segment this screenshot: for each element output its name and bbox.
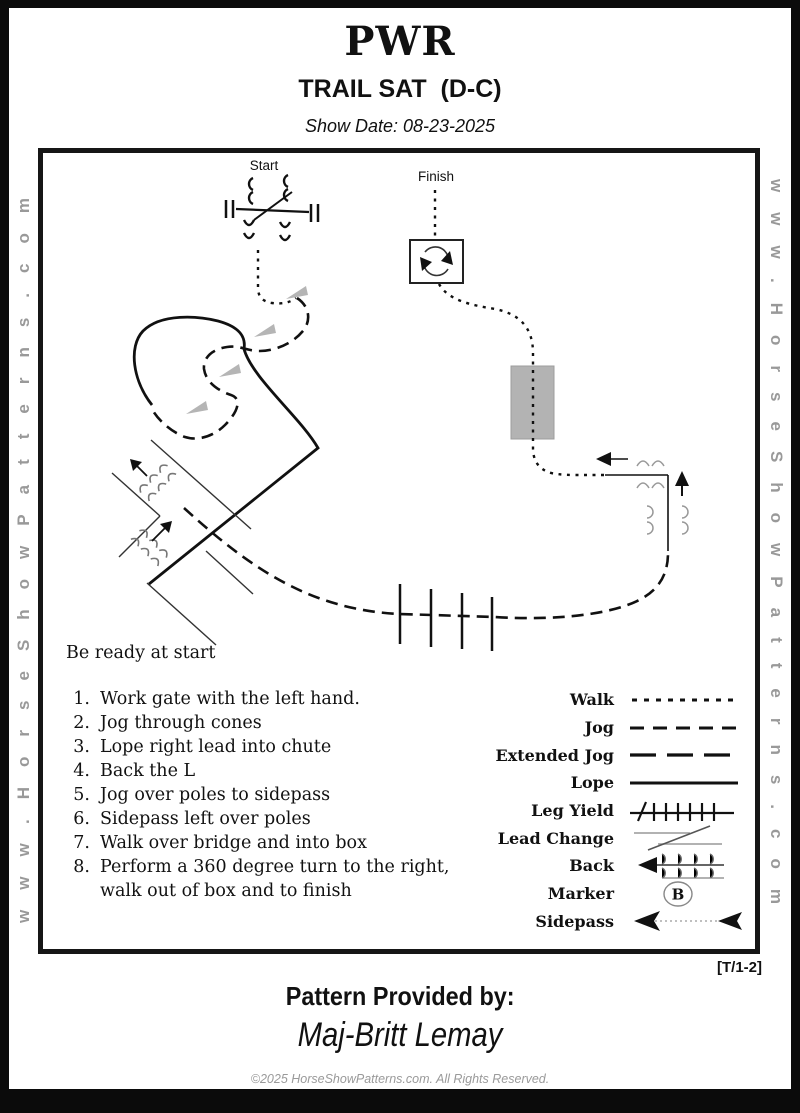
legend-label: Extended Jog [495,745,614,765]
legend-label: Back [569,856,614,876]
course-diagram [0,148,800,668]
instruction-item: Perform a 360 degree turn to the right, walk out of box and to finish [100,857,450,901]
legend-row-jog [462,714,758,742]
finish-label: Finish [417,169,455,184]
sidepass-up-arrow [675,471,689,496]
sidepass-arrow-line [626,908,746,934]
extended-jog-dashed-line [626,742,746,768]
gate-symbol [226,175,318,240]
start-label: Start [249,158,279,173]
frame-bottom-bar [0,1089,800,1113]
back-symbol-lower [131,521,172,566]
gait-legend [462,686,758,935]
legend-label: Lead Change [497,828,614,848]
jog-line-poles [184,508,668,618]
instruction-item: Walk over bridge and into box [100,833,367,853]
legend-label: Walk [569,690,614,710]
legend-label: Marker [547,884,614,904]
gate-hoofprints [244,175,290,240]
provided-by-heading [0,981,800,1012]
marker-letter: B [671,885,685,904]
sidepass-hoofprints [637,461,688,534]
provided-by-text: Pattern Provided by: [285,981,515,1011]
cone [286,286,308,299]
sidepass-poles [605,475,668,551]
leg-yield-hatched-line [626,798,746,824]
bridge [511,366,554,439]
instruction-item: Work gate with the left hand. [100,689,360,709]
sidepass-left-arrow [596,452,628,466]
class-subtitle: TRAIL SAT (D-C) [298,75,502,103]
jog-dashed-line [626,715,746,741]
turn-arrows [420,247,453,276]
instructions-intro: Be ready at start [66,643,216,663]
cone [254,324,276,337]
lead-change-cross-lines [626,825,746,851]
reference-code: [T/1-2] [717,959,762,976]
lope-line [134,317,318,584]
walk-dashed-line [626,687,746,713]
page-title: PWR [344,18,456,65]
instruction-item: Jog over poles to sidepass [100,785,331,805]
cone [219,364,241,377]
frame-top-bar [0,0,800,8]
provider-name [0,1016,800,1055]
copyright-notice: ©2025 HorseShowPatterns.com. All Rights Reserved. [250,1072,550,1086]
instructions-list [66,687,466,903]
walk-line-start [258,250,296,303]
instruction-item: Sidepass left over poles [100,809,311,829]
legend-label: Jog [584,718,614,738]
legend-label: Leg Yield [531,801,614,821]
legend-row-leg-yield [462,797,758,825]
legend-row-back [462,852,758,880]
legend-label: Lope [570,773,614,793]
legend-row-walk [462,686,758,714]
instruction-item: Back the L [100,761,196,781]
legend-label: Sidepass [535,911,614,931]
instruction-item: Jog through cones [100,713,262,733]
legend-row-marker [462,880,758,908]
provider-name-text: Maj-Britt Lemay [297,1016,503,1054]
watermark-right: www.HorseShowPatterns.com [767,178,786,924]
lope-solid-line [626,770,746,796]
back-hoofprints-arrow [626,852,746,880]
show-date: Show Date: 08-23-2025 [304,116,496,136]
marker-circle-b [626,880,746,908]
watermark-left: www.HorseShowPatterns.com [14,178,33,924]
legend-row-extended-jog [462,741,758,769]
legend-row-lope [462,769,758,797]
instructions [66,641,466,903]
legend-row-lead-change [462,824,758,852]
instruction-item: Lope right lead into chute [100,737,332,757]
legend-row-sidepass [462,908,758,936]
cone [186,401,208,414]
